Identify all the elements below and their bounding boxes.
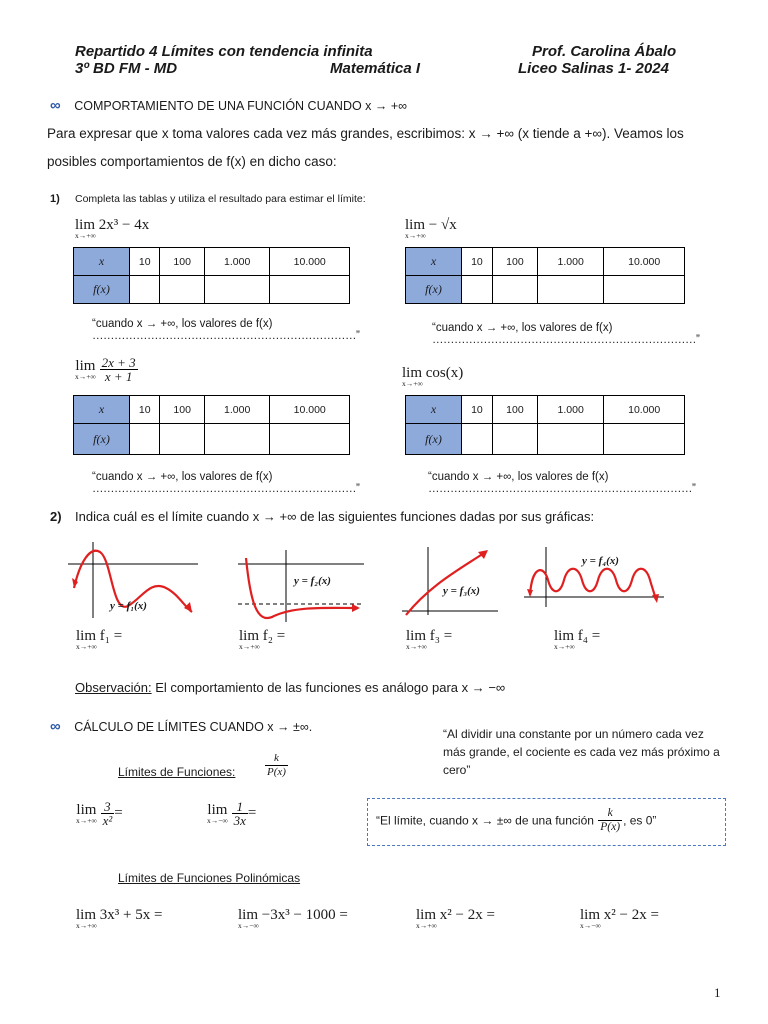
k-over-p-fraction: $\frac{k}{P(x)}$ [267,752,286,778]
graph-limit-1: lim f₁ = x→+∞ [76,628,123,651]
quote-text: “Al dividir una constante por un número cada vez más grande, el cociente es cada vez más próximo a cero” [443,727,720,777]
graph-f2-curve [246,558,358,618]
limit-3: lim x→+∞ $\frac{2x + 3}{x + 1}$ [75,355,136,384]
section1-intro-line1: Para expresar que x toma valores cada vez más grandes, escribimos: x → +∞ (x tiende a +∞). Veamos los [47,126,684,141]
limit-2: lim − √x x→+∞ [405,217,457,240]
graph-f1-arrow [184,602,192,612]
header-course: 3º BD FM - MD [75,60,178,77]
page-number: 1 [714,985,721,1000]
limit-rule-text: “El límite, cuando x → ±∞ de una función $\frac{k}{P(x)}$ , es 0” [376,807,657,833]
values-table-4: x 10 100 1.000 10.000 f(x) [405,395,685,455]
infinity-icon: ∞ [50,97,61,114]
graph-limit-3: lim f₃ = x→+∞ [406,628,453,651]
graph-limit-4: lim f₄ = x→+∞ [554,628,601,651]
graph-f1-label: y = f₁(x) [110,600,147,612]
observation: Observación: El comportamiento de las funciones es análogo para x → −∞ [75,680,506,695]
graph-f3-curve [406,553,484,615]
functions-subtitle: Límites de Funciones: [118,765,236,779]
limit-3-over-x2: lim x→+∞ $\frac{3}{\text{x²}}$ = [76,799,123,828]
poly-limit-4: lim x² − 2x = x→−∞ [580,907,659,930]
polynomial-subtitle: Límites de Funciones Polinómicas [118,871,301,885]
header-title: Repartido 4 Límites con tendencia infinita [75,43,373,60]
statement-3: “cuando x → +∞, los valores de f(x) ………………………………………………………………” [92,471,360,495]
statement-4: “cuando x → +∞, los valores de f(x) ………………………………………………………………” [428,471,696,495]
infinity-icon: ∞ [50,718,61,735]
header-school: Liceo Salinas 1- 2024 [518,60,669,77]
graph-f4-curve [530,569,656,599]
exercise1-number: 1) [50,193,60,205]
statement-1: “cuando x → +∞, los valores de f(x) ………………………………………………………………” [92,318,360,342]
values-table-1: x 10 100 1.000 10.000 f(x) [73,247,350,304]
graph-f2-label: y = f₂(x) [294,575,331,587]
poly-limit-3: lim x² − 2x = x→+∞ [416,907,495,930]
graph-f3 [400,545,500,617]
header-subject: Matemática I [330,60,421,77]
values-table-3: x 10 100 1.000 10.000 f(x) [73,395,350,455]
graph-f3-arrow [478,550,488,559]
exercise1-instruction: Completa las tablas y utiliza el resultado para estimar el límite: [75,193,366,205]
statement-2: “cuando x → +∞, los valores de f(x) ………………………………………………………………” [432,322,700,346]
values-table-2: x 10 100 1.000 10.000 f(x) [405,247,685,304]
section2-heading: ∞ CÁLCULO DE LÍMITES CUANDO x → ±∞. [50,718,313,735]
graph-limit-2: lim f₂ = x→+∞ [239,628,286,651]
exercise2-instruction: Indica cuál es el límite cuando x → +∞ de las siguientes funciones dadas por sus gráficas: [75,509,595,524]
poly-limit-1: lim 3x³ + 5x = x→+∞ [76,907,163,930]
exercise2-number: 2) [50,509,62,524]
limit-1-over-3x: lim x→−∞ $\frac{1}{3x}$ = [207,799,257,828]
graph-f2-arrow [352,604,360,612]
graph-f4-arrow-left [527,589,533,597]
section1-intro-line2: posibles comportamientos de f(x) en dicho caso: [47,154,337,169]
poly-limit-2: lim −3x³ − 1000 = x→−∞ [238,907,348,930]
graph-f4-label: y = f₄(x) [582,555,619,567]
limit-1: lim 2x³ − 4x x→+∞ [75,217,150,240]
section1-heading: ∞ COMPORTAMIENTO DE UNA FUNCIÓN CUANDO x → +∞ [50,97,408,114]
graph-f4-arrow [652,594,659,603]
graph-f3-label: y = f₃(x) [443,585,480,597]
limit-4: lim cos(x) x→+∞ [402,365,464,388]
header-teacher: Prof. Carolina Ábalo [532,43,677,60]
